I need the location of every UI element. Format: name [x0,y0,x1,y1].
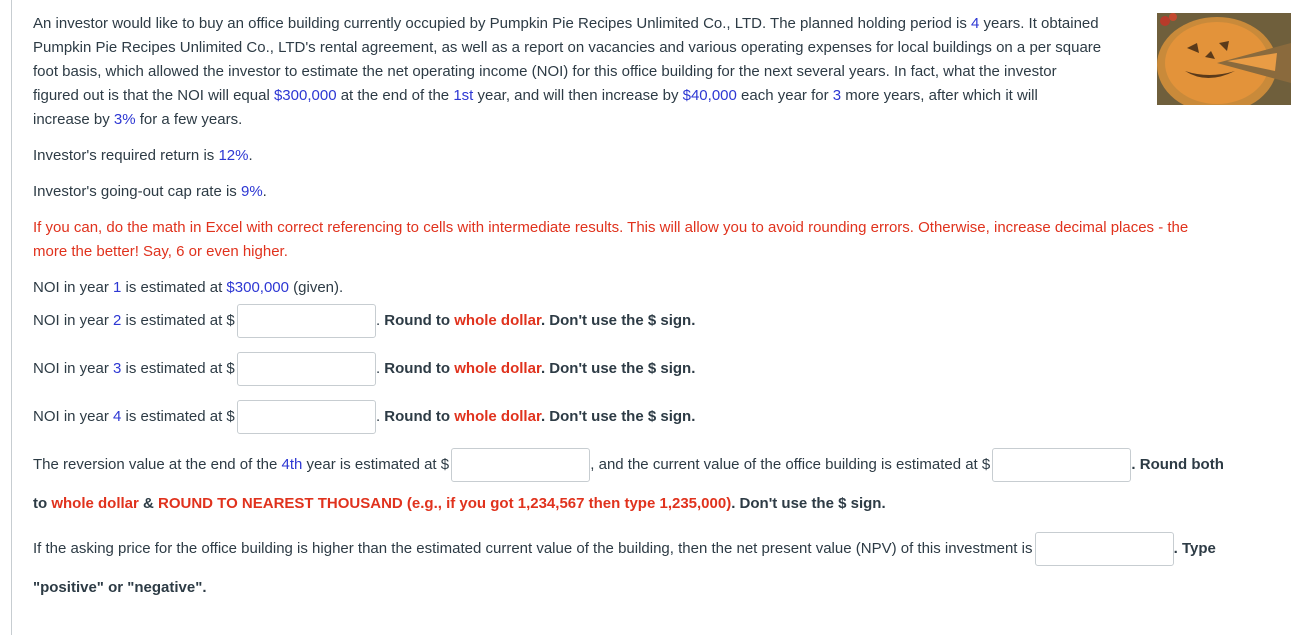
round-instruction [384,360,695,377]
required-return-line [33,144,253,168]
reversion-year: 4th [281,456,303,473]
noi-label: NOI in year [33,312,114,329]
round-text: . Don't use the $ sign. [731,495,886,512]
nearest-thousand-text: ROUND TO NEAREST THOUSAND (e.g., if you got 1,234,567 then type 1,235,000) [158,495,732,512]
round-text: Round to [384,360,455,377]
intro-line-1 [33,12,1099,36]
noi-year-number: 2 [113,312,122,329]
cap-rate-line [33,180,267,204]
cap-rate-value: 9% [240,183,263,200]
punctuation: . [248,147,253,164]
reversion-instruction-line [33,492,886,516]
noi-label: (given). [289,279,344,296]
growth-rate-value: 3% [113,111,136,128]
whole-dollar-text: whole dollar [454,360,541,377]
punctuation: . [375,360,385,377]
round-text: to [33,495,52,512]
excel-note-line-1: If you can, do the math in Excel with correct referencing to cells with intermediate results. This will allow you to avoid rounding errors. Otherwise, increase decimal places - the [33,219,1189,236]
round-both-text: . Round both [1131,456,1224,473]
increase-value: $40,000 [682,87,737,104]
round-text: Round to [384,408,455,425]
question-frame [11,0,1308,635]
noi-year-2-line [33,302,695,340]
noi-label: is estimated at $ [121,312,235,329]
noi-label: is estimated at [121,279,227,296]
pumpkin-pie-icon [1157,13,1291,105]
intro-line-2: Pumpkin Pie Recipes Unlimited Co., LTD's rental agreement, as well as a report on vacancies and various operating expenses for local buildings on a per square [33,39,1102,56]
noi-year-4-line [33,398,695,436]
current-value-label: , and the current value of the office building is estimated at $ [590,456,991,473]
intro-line-4 [33,84,1038,108]
intro-text: at the end of the [336,87,454,104]
type-text: . Type [1173,540,1216,557]
intro-text: each year for [736,87,833,104]
npv-label: If the asking price for the office building is higher than the estimated current value of the building, then the net present value (NPV) of this investment is [33,540,1033,557]
required-return-label: Investor's required return is [33,147,219,164]
noi-label: NOI in year [33,360,114,377]
round-text: . Don't use the $ sign. [540,312,696,329]
intro-line-3: foot basis, which allowed the investor to estimate the net operating income (NOI) for this office building for the next several years. In fact, what the investor [33,63,1057,80]
intro-text: more years, after which it will [841,87,1038,104]
noi-label: is estimated at $ [121,408,235,425]
punctuation: . [375,312,385,329]
noi-label: is estimated at $ [121,360,235,377]
noi-year-3-line [33,350,695,388]
intro-line-5 [33,108,242,132]
intro-text: figured out is that the NOI will equal [33,87,274,104]
reversion-line [33,446,1224,484]
excel-note-line-2: more the better! Say, 6 or even higher. [33,243,288,260]
noi-label: NOI in year [33,279,114,296]
npv-instruction-line: "positive" or "negative". [33,579,207,596]
npv-line [33,530,1216,568]
noi-year-number: 4 [113,408,122,425]
round-text: & [138,495,159,512]
current-value-input[interactable] [992,448,1131,482]
noi-year-3-input[interactable] [237,352,376,386]
holding-years-value: 4 [971,15,980,32]
whole-dollar-text: whole dollar [454,312,541,329]
first-year-value: 1st [453,87,474,104]
reversion-label: year is estimated at $ [302,456,450,473]
round-instruction [384,408,695,425]
round-text: . Don't use the $ sign. [540,360,696,377]
noi-year-number: 1 [113,279,122,296]
more-years-value: 3 [832,87,842,104]
round-text: . Don't use the $ sign. [540,408,696,425]
round-text: Round to [384,312,455,329]
noi-label: NOI in year [33,408,114,425]
round-instruction [384,312,695,329]
noi-first-year-value: $300,000 [273,87,337,104]
reversion-label: The reversion value at the end of the [33,456,282,473]
intro-text: An investor would like to buy an office building currently occupied by Pumpkin Pie Recipes Unlimited Co., LTD. The planned holding period is [33,15,972,32]
intro-text: years. It obtained [979,15,1099,32]
punctuation: . [262,183,267,200]
intro-text: increase by [33,111,114,128]
required-return-value: 12% [218,147,249,164]
npv-sign-input[interactable] [1035,532,1174,566]
pumpkin-pie-image [1157,13,1291,105]
noi-year-2-input[interactable] [237,304,376,338]
whole-dollar-text: whole dollar [51,495,139,512]
punctuation: . [375,408,385,425]
cap-rate-label: Investor's going-out cap rate is [33,183,241,200]
noi-year-1-line [33,276,343,300]
intro-text: for a few years. [135,111,243,128]
whole-dollar-text: whole dollar [454,408,541,425]
noi-year-4-input[interactable] [237,400,376,434]
reversion-value-input[interactable] [451,448,590,482]
intro-text: year, and will then increase by [473,87,683,104]
noi-year-number: 3 [113,360,122,377]
noi-year-1-value: $300,000 [226,279,289,296]
